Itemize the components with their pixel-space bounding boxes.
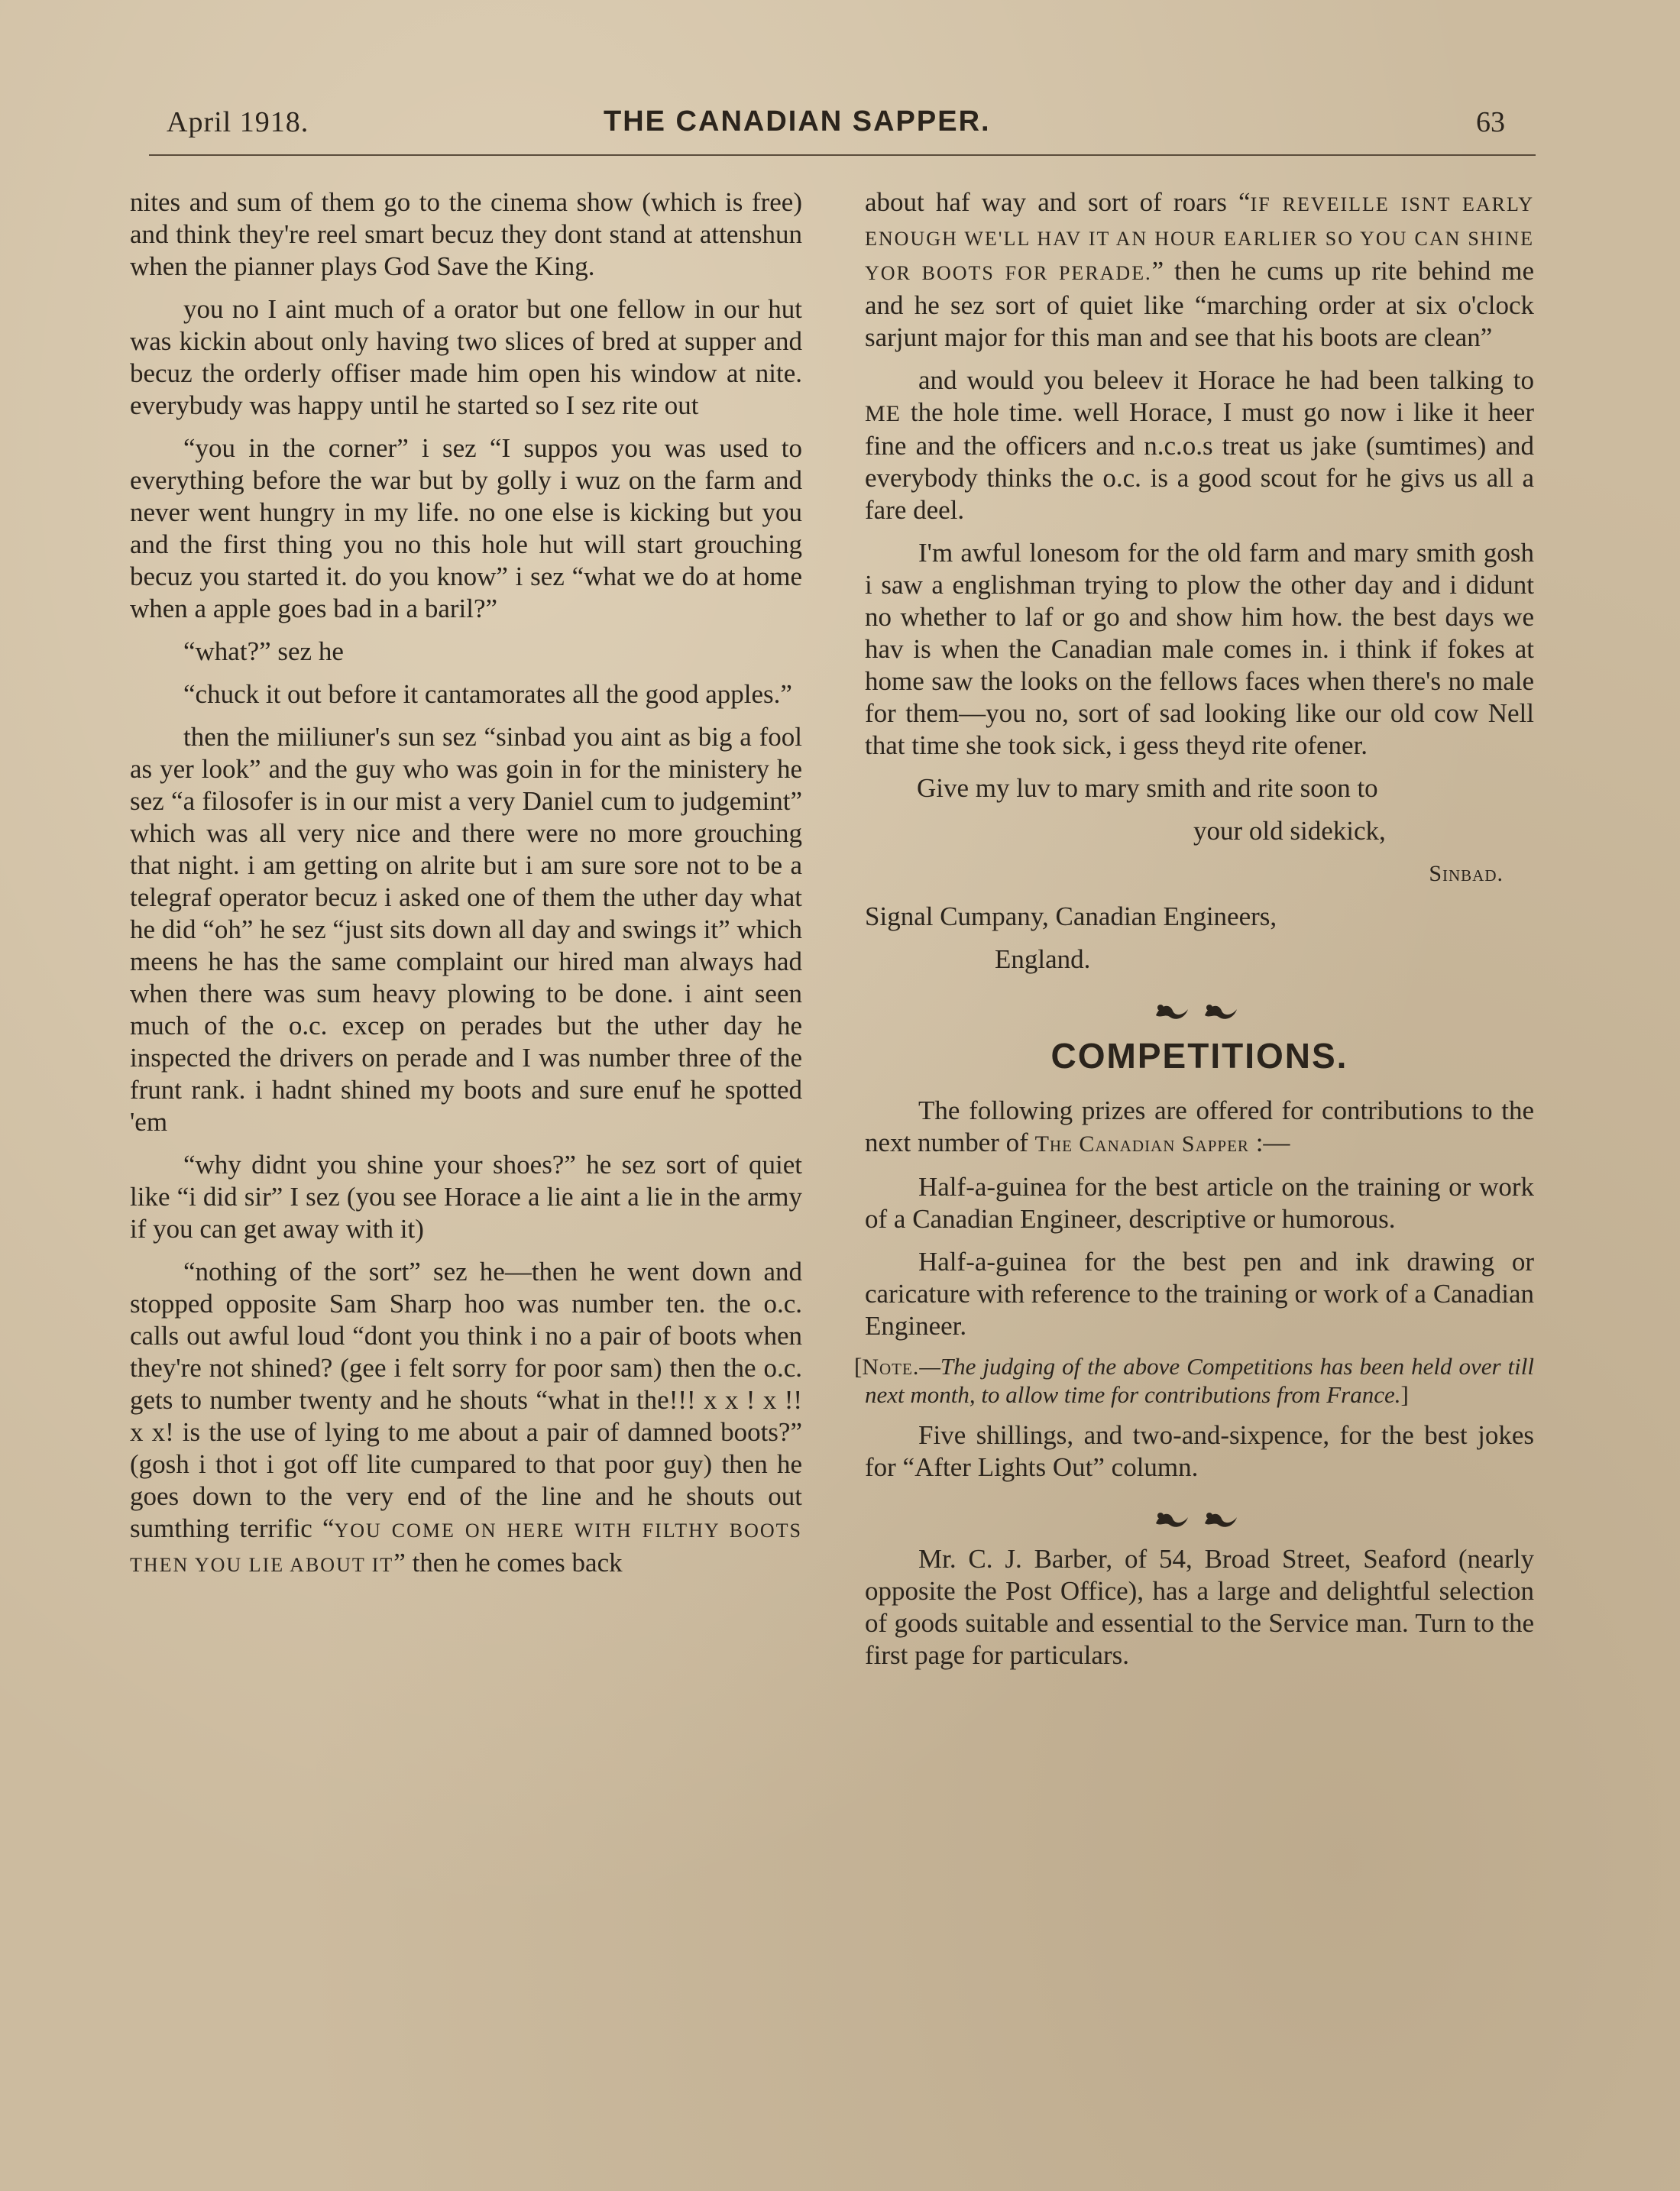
emphasis-text: ME xyxy=(865,401,901,426)
letter-valediction: your old sidekick, xyxy=(1193,816,1386,846)
address-line: Signal Cumpany, Canadian Engineers, xyxy=(865,901,1277,931)
paragraph: you no I aint much of a orator but one fellow in our hut was kickin about only having two slices of bred at supper and becuz the orderly offiser made him open his window at nite. everybudy was happy until he started so I sez rite out xyxy=(130,294,802,420)
paragraph-text-end: ” then he comes back xyxy=(393,1548,623,1578)
paragraph: Half-a-guinea for the best pen and ink drawing or caricature with reference to the training or work of a Canadian Engineer. xyxy=(865,1247,1534,1341)
fleuron-svg xyxy=(1150,1505,1249,1532)
paragraph xyxy=(865,186,1534,354)
paragraph: “what?” sez he xyxy=(183,636,344,666)
paragraph-text-end: the hole time. well Horace, I must go now i like it heer fine and the officers and n.c.o.s treat us jake (sumtimes) and everybody thinks the o.c. is a good scout for he givs us all a fare deel. xyxy=(865,397,1534,525)
advertisement: Mr. C. J. Barber, of 54, Broad Street, Seaford (nearly opposite the Post Office), has a large and delightful selection of goods suitable and essential to the Service man. Turn to the first page for particulars. xyxy=(865,1544,1534,1670)
note-text: —The judging of the above Competitions has been held over till next month, to allow time for contributions from France. xyxy=(865,1353,1534,1408)
letter-signature: Sinbad. xyxy=(1429,861,1504,886)
paragraph xyxy=(865,1095,1534,1160)
letter-closing: Give my luv to mary smith and rite soon to xyxy=(917,773,1378,803)
address-line: England. xyxy=(995,944,1091,974)
left-column xyxy=(130,186,802,1592)
paragraph-text: and would you beleev it Horace he had been talking to xyxy=(918,365,1534,395)
publication-title: THE CANADIAN SAPPER. xyxy=(604,105,991,138)
paragraph: Five shillings, and two-and-sixpence, for the best jokes for “After Lights Out” column. xyxy=(865,1420,1534,1482)
right-column xyxy=(854,186,1534,1682)
paragraph xyxy=(130,1256,802,1581)
paragraph: Half-a-guinea for the best article on the training or work of a Canadian Engineer, descriptive or humorous. xyxy=(865,1172,1534,1234)
note-label: Note. xyxy=(862,1354,920,1380)
publication-name: The Canadian Sapper xyxy=(1034,1131,1249,1157)
paragraph-text-end: ” then he cums up rite behind me and he sez sort of quiet like “marching order at six o'clock sarjunt major for this man and see that his boots are clean” xyxy=(865,256,1534,352)
paragraph: nites and sum of them go to the cinema show (which is free) and think they're reel smart becuz they dont stand at attenshun when the pianner plays God Save the King. xyxy=(130,187,802,281)
paragraph: “why didnt you shine your shoes?” he sez sort of quiet like “i did sir” I sez (you see Horace a lie aint a lie in the army if you can get away with it) xyxy=(130,1150,802,1244)
fleuron-svg xyxy=(1150,997,1249,1024)
section-title: COMPETITIONS. xyxy=(1050,1036,1348,1076)
issue-date: April 1918. xyxy=(167,106,309,138)
paragraph-text: about haf way and sort of roars “ xyxy=(865,187,1251,217)
shouted-text: YOU COME ON HERE WITH FILTHY BOOTS THEN YOU LIE ABOUT IT xyxy=(130,1519,802,1576)
fleuron-pair-icon xyxy=(865,1505,1534,1536)
header-rule xyxy=(149,154,1536,156)
paragraph-text-end: :— xyxy=(1248,1128,1290,1157)
running-header xyxy=(167,105,1505,144)
paragraph: “you in the corner” i sez “I suppos you was used to everything before the war but by golly i wuz on the farm and never went hungry in my life. no one else is kicking but you and the first thing you no this hole hut will start grouching becuz you started it. do you know” i sez “what we do at home when a apple goes bad in a baril?” xyxy=(130,433,802,623)
paragraph-text: “nothing of the sort” sez he—then he went down and stopped opposite Sam Sharp hoo was number ten. the o.c. calls out awful loud “dont you think i no a pair of boots when they're not shined? (gee i felt sorry for poor sam) then the o.c. gets to number twenty and he shouts “what in the!!! x x ! x !! x x! is the use of lying to me about a pair of damned boots?” (gosh i thot i got off lite cumpared to that poor guy) then he goes down to the very end of the line and he shouts out sumthing terrific “ xyxy=(130,1257,802,1543)
fleuron-pair-icon xyxy=(865,997,1534,1028)
shouted-text: IF REVEILLE ISNT EARLY ENOUGH WE'LL HAV IT AN HOUR EARLIER SO YOU CAN SHINE YOR BOOTS FOR PERADE. xyxy=(865,193,1534,284)
page-number: 63 xyxy=(1476,106,1505,138)
paragraph: I'm awful lonesom for the old farm and mary smith gosh i saw a englishman trying to plow the other day and i didunt no whether to laf or go and show him how. the best days we hav is when the Canadian male comes in. i think if fokes at home saw the looks on the fellows faces when there's no male for them—you no, sort of sad looking like our old cow Nell that time she took sick, i gess theyd rite ofener. xyxy=(865,538,1534,760)
paragraph-text: The following prizes are offered for contributions to the next number of xyxy=(865,1096,1534,1157)
paragraph: “chuck it out before it cantamorates all the good apples.” xyxy=(183,679,792,709)
paragraph xyxy=(865,364,1534,526)
paragraph: then the miiliuner's sun sez “sinbad you aint as big a fool as yer look” and the guy who was goin in for the ministery he sez “a filosofer is in our mist a very Daniel cum to judgemint” which was all very nice and there were no more grouching that night. i am getting on alrite but i am sure sore not to be a telegraf operator becuz i asked one of them the uther day what he did “oh” he sez “just sits down all day and swings it” which meens he has the same complaint our hired man always had when there was sum heavy plowing to be done. i aint seen much of the o.c. excep on perades but the uther day he inspected the drivers on perade and I was number three of the frunt rank. i hadnt shined my boots and sure enuf he spotted 'em xyxy=(130,722,802,1137)
editorial-note: [Note.—The judging of the above Competitions has been held over till next month, to allow time for contributions from France.] xyxy=(854,1353,1534,1408)
